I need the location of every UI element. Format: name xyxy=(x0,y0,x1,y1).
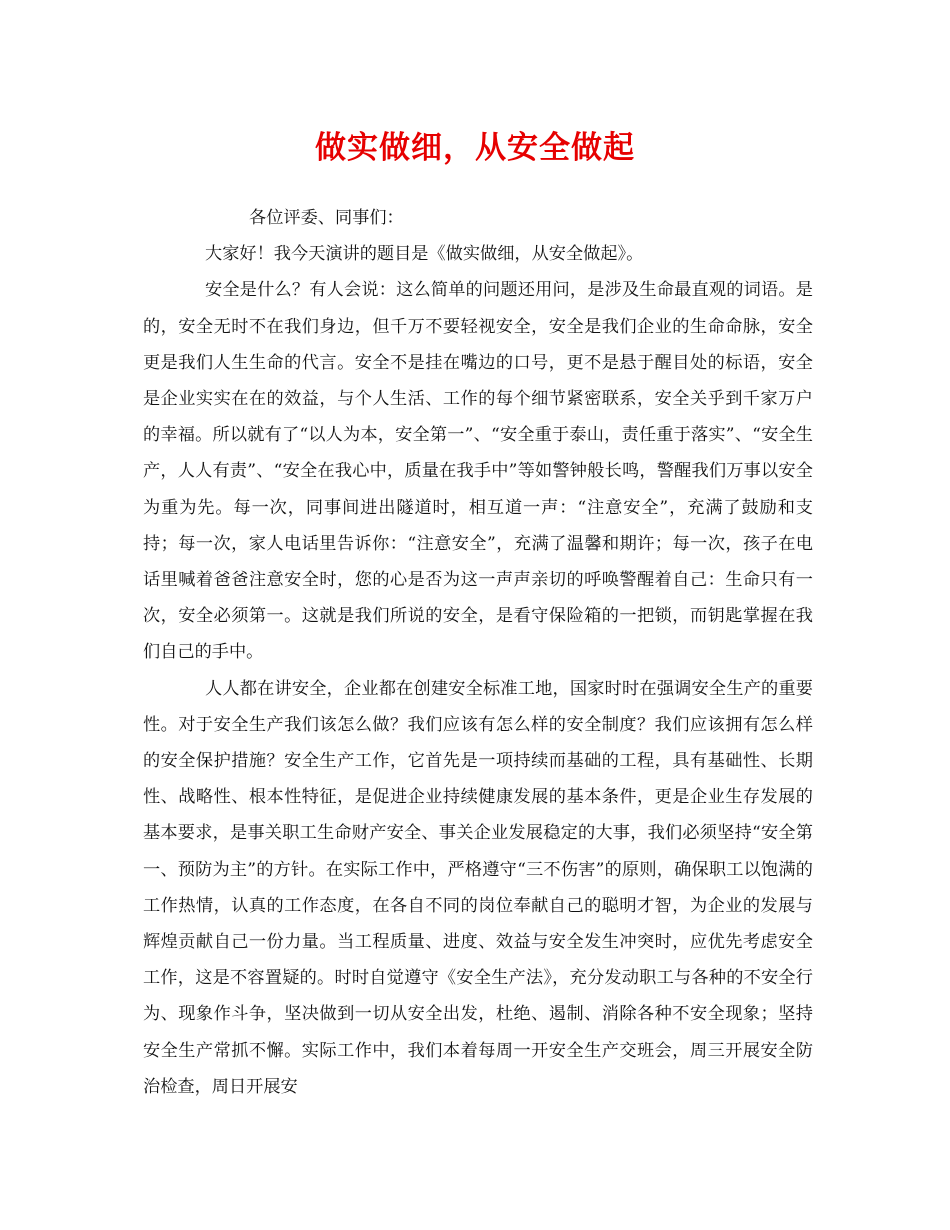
paragraph-greeting: 大家好！我今天演讲的题目是《做实做细，从安全做起》。 xyxy=(205,244,644,265)
salutation: 各位评委、同事们： xyxy=(249,208,404,228)
document-title: 做实做细，从安全做起 xyxy=(315,130,635,166)
paragraph-safety-production: 人人都在讲安全，企业都在创建安全标准工地，国家时时在强调安全生产的重要性。对于安全生产我们该怎么做？我们应该有怎么样的安全制度？我们应该拥有怎么样的安全保护措施？安全生产工作，它首先是一项持续而基础的工程，具有基础性、长期性、战略性、根本性特征，是促进企业持续健康发展的基本条件，更是企业生存发展的基本要求，是事关职工生命财产安全、事关企业发展稳定的大事，我们必须坚持“安全第一、预防为主”的方针。在实际工作中，严格遵守“三不伤害”的原则，确保职工以饱满的工作热情，认真的工作态度，在各自不同的岗位奉献自己的聪明才智，为企业的发展与辉煌贡献自己一份力量。当工程质量、进度、效益与安全发生冲突时，应优先考虑安全工作，这是不容置疑的。时时自觉遵守《安全生产法》，充分发动职工与各种的不安全行为、现象作斗争，坚决做到一切从安全出发，杜绝、遏制、消除各种不安全现象；坚持安全生产常抓不懈。实际工作中，我们本着每周一开安全生产交班会，周三开展安全防治检查，周日开展安 xyxy=(143,678,813,1097)
document-body xyxy=(143,200,813,1105)
paragraph-what-is-safety: 安全是什么？有人会说：这么简单的问题还用问，是涉及生命最直观的词语。是的，安全无时不在我们身边，但千万不要轻视安全，安全是我们企业的生命命脉，安全更是我们人生生命的代言。安全不是挂在嘴边的口号，更不是悬于醒目处的标语，安全是企业实实在在的效益，与个人生活、工作的每个细节紧密联系，安全关乎到千家万户的幸福。所以就有了“以人为本，安全第一”、“安全重于泰山，责任重于落实”、“安全生产，人人有责”、“安全在我心中，质量在我手中”等如警钟般长鸣，警醒我们万事以安全为重为先。每一次，同事间进出隧道时，相互道一声：“注意安全”，充满了鼓励和支持；每一次，家人电话里告诉你：“注意安全”，充满了温馨和期许；每一次，孩子在电话里喊着爸爸注意安全时，您的心是否为这一声声亲切的呼唤警醒着自己：生命只有一次，安全必须第一。这就是我们所说的安全，是看守保险箱的一把锁，而钥匙掌握在我们自己的手中。 xyxy=(143,280,813,663)
